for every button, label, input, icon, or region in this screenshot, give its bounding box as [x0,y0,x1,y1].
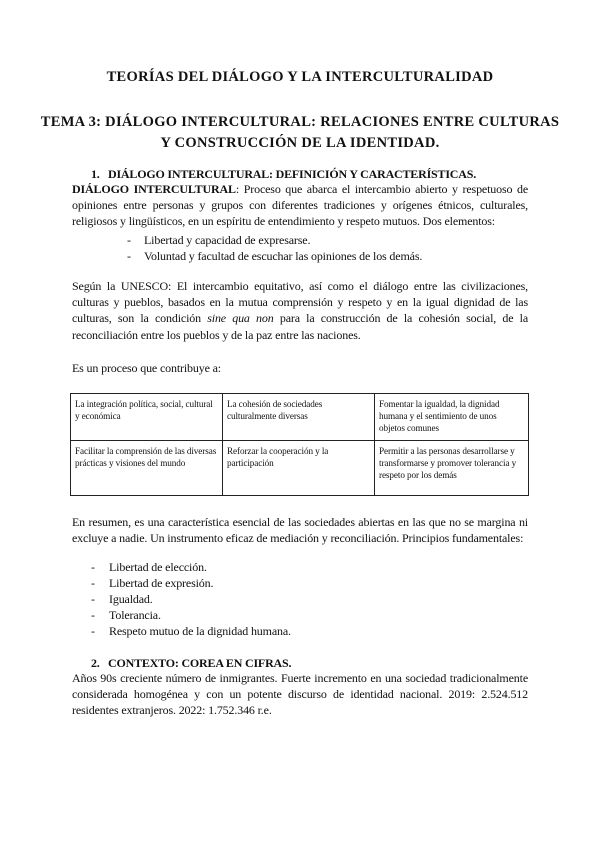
list-dash: - [91,592,95,606]
list-dash: - [91,608,95,622]
document-title: TEORÍAS DEL DIÁLOGO Y LA INTERCULTURALIDAD [106,69,494,85]
list-dash: - [127,249,131,263]
section-1-number: 1. [91,167,100,181]
table-row [71,441,529,496]
list-item-text: Tolerancia. [109,608,161,622]
table-cell: Fomentar la igualdad, la dignidad humana y el sentimiento de unos objetos comunes [375,394,529,441]
list-dash: - [91,624,95,638]
unesco-paragraph [72,278,528,343]
definition-term: DIÁLOGO INTERCULTURAL [72,182,236,196]
section-1-heading [91,167,476,182]
definition-text: : Proceso que abarca el intercambio abierto y respetuoso de opiniones entre personas y grupos con diferentes tradiciones y orígenes étnicos, culturales, religiosos y lingüísticos, en un espíritu de entendimiento y respeto mutuos. Dos elementos: [72,182,529,229]
table-row [71,394,529,441]
list-item-text: Libertad de elección. [109,560,207,574]
table-cell: Facilitar la comprensión de las diversas prácticas y visiones del mundo [71,441,223,496]
section-1-title: DIÁLOGO INTERCULTURAL: DEFINICIÓN Y CARACTERÍSTICAS. [108,167,476,181]
list-dash: - [127,233,131,247]
section-2-title: CONTEXTO: COREA EN CIFRAS. [108,656,292,670]
section-2-heading [91,656,291,671]
list-item-text: Libertad y capacidad de expresarse. [144,233,311,247]
table-cell: Reforzar la cooperación y la participación [223,441,375,496]
list-item-text: Libertad de expresión. [109,576,214,590]
unesco-text-start: Según la UNESCO: El intercambio equitativo, así como el diálogo entre las civilizaciones, culturas y pueblos, basados en la mutua comprensión y respeto y en la igual dignidad de las culturas, son la condición [72,279,528,326]
topic-title: TEMA 3: DIÁLOGO INTERCULTURAL: RELACIONES ENTRE CULTURAS Y CONSTRUCCIÓN DE LA IDENTIDAD. [40,114,560,151]
unesco-latin-phrase: sine qua non [207,311,274,326]
unesco-text-end: para la construcción de la cohesión social, de la reconciliación entre los pueblos y de la paz entre las naciones. [72,311,529,342]
definition-paragraph [72,181,528,230]
table-cell: La cohesión de sociedades culturalmente diversas [223,394,375,441]
list-item-text: Igualdad. [109,592,153,606]
contributions-table [70,393,529,496]
list-dash: - [91,576,95,590]
korea-paragraph: Años 90s creciente número de inmigrantes. Fuerte incremento en una sociedad tradicionalmente considerada homogénea y con un potente discurso de identidad nacional. 2019: 2.524.512 residentes extranjeros. 2022: 1.752.346 r.e. [72,671,528,718]
table-cell: La integración política, social, cultural y económica [71,394,223,441]
summary-paragraph: En resumen, es una característica esencial de las sociedades abiertas en las que no se margina ni excluye a nadie. Un instrumento eficaz de mediación y reconciliación. Principios fundamentales: [72,515,528,546]
list-item-text: Respeto mutuo de la dignidad humana. [109,624,291,638]
contributes-intro: Es un proceso que contribuye a: [72,361,221,375]
table-cell: Permitir a las personas desarrollarse y transformarse y promover tolerancia y respeto por los demás [375,441,529,496]
section-2-number: 2. [91,656,100,670]
list-item-text: Voluntad y facultad de escuchar las opiniones de los demás. [144,249,423,263]
list-dash: - [91,560,95,574]
